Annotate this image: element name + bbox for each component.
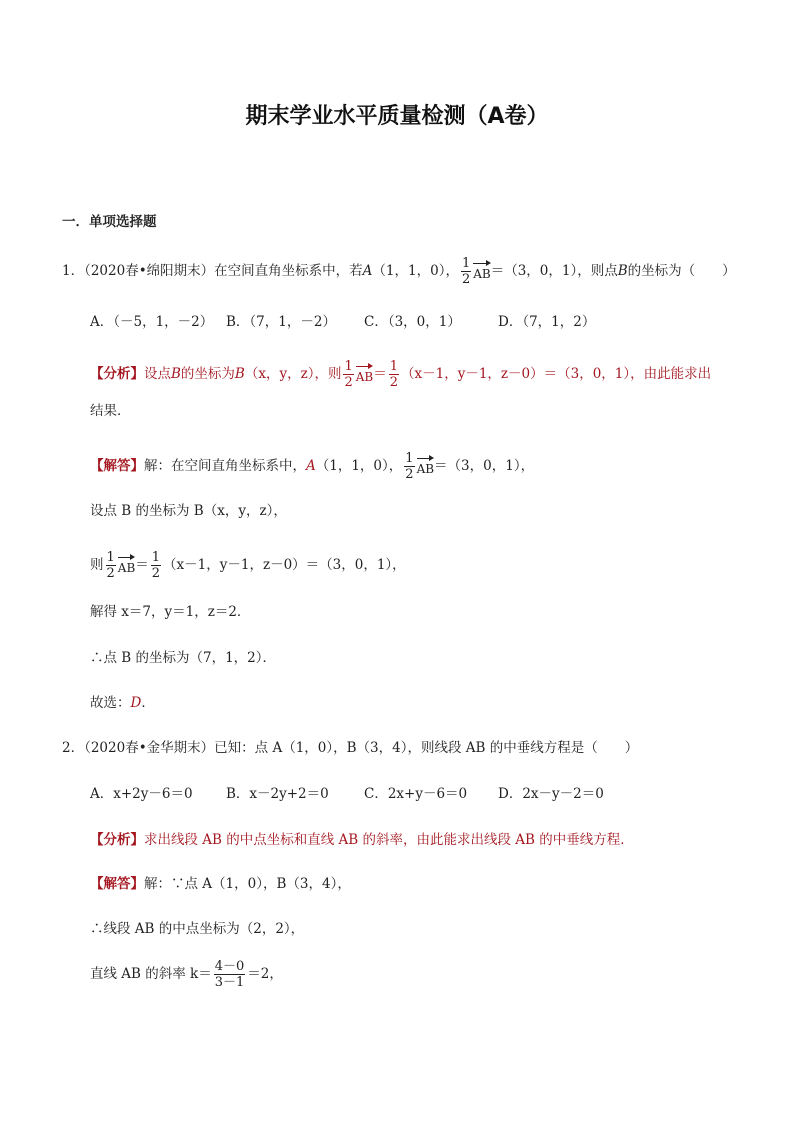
q2-slope-fraction: $\frac{4-0}{3-1}$ bbox=[214, 959, 245, 990]
q1-analysis-b2: B bbox=[234, 366, 245, 382]
q1-final-answer: D bbox=[130, 695, 142, 711]
q1-stem-a: 1．（2020春•绵阳期末）在空间直角坐标系中，若 bbox=[62, 263, 363, 279]
q1-analysis-text-a: 设点 bbox=[144, 366, 171, 382]
q1-line3-fraction: $\frac{1}{2}$ bbox=[106, 550, 115, 581]
analysis-tag: 【分析】 bbox=[90, 366, 144, 382]
answer-tag: 【解答】 bbox=[90, 458, 144, 474]
question-2-stem: 2．（2020春•金华期末）已知：点 A（1，0），B（3，4），则线段 AB 的中垂线方程是（ ） bbox=[62, 740, 639, 756]
q1-answer-line-5: ∴点 B 的坐标为（7，1，2）． bbox=[90, 650, 277, 666]
q1-answer-point-a: A bbox=[306, 458, 316, 474]
q1-point-a-label: A bbox=[362, 263, 373, 279]
q1-answer-fraction: $\frac{1}{2}$ bbox=[405, 451, 414, 482]
q1-line3-fraction-2: $\frac{1}{2}$ bbox=[151, 550, 161, 581]
q1-half-fraction: $\frac{1}{2}$ bbox=[461, 256, 471, 287]
q1-point-a-coords: （1，1，0）， bbox=[372, 263, 459, 279]
q1-analysis-b: B bbox=[171, 366, 181, 382]
question-1-stem bbox=[62, 257, 736, 286]
q1-point-b-label: B bbox=[617, 263, 628, 279]
q1-line3-mid: ＝ bbox=[135, 557, 149, 573]
q2-option-d[interactable]: D．2x－y－2＝0 bbox=[498, 786, 604, 802]
q1-stem-c: 的坐标为（ ） bbox=[627, 263, 736, 279]
q1-option-d[interactable]: D．（7，1，2） bbox=[498, 314, 596, 330]
q2-answer-line-2: ∴线段 AB 的中点坐标为（2，2）， bbox=[90, 921, 305, 937]
q1-answer bbox=[90, 452, 534, 481]
q1-option-a[interactable]: A．（－5，1，－2） bbox=[90, 314, 214, 330]
q2-analysis-text: 求出线段 AB 的中点坐标和直线 AB 的斜率，由此能求出线段 AB 的中垂线方程． bbox=[144, 832, 634, 848]
analysis-tag: 【分析】 bbox=[90, 832, 144, 848]
q1-analysis-vector: AB bbox=[356, 364, 373, 384]
q1-analysis-text-e: （x－1，y－1，z－0）＝（3，0，1），由此能求出 bbox=[401, 366, 712, 382]
q1-answer-text-c: ＝（3，0，1）， bbox=[434, 458, 535, 474]
q1-answer-line-2: 设点 B 的坐标为 B（x，y，z）， bbox=[90, 503, 287, 519]
q1-analysis-text-c: （x，y，z），则 bbox=[244, 366, 342, 382]
q1-analysis-cont: 结果． bbox=[90, 403, 131, 419]
q1-vector-ab: AB bbox=[473, 261, 490, 281]
q1-answer-line-4: 解得 x＝7，y＝1，z＝2． bbox=[90, 604, 251, 620]
q1-line6-post: ． bbox=[141, 695, 155, 711]
q2-option-c[interactable]: C．2x+y－6＝0 bbox=[364, 786, 468, 802]
q1-option-b[interactable]: B．（7，1，－2） bbox=[226, 314, 336, 330]
q1-stem-b: ＝（3，0，1），则点 bbox=[490, 263, 618, 279]
q2-answer-line-3 bbox=[90, 960, 283, 989]
q2-option-a[interactable]: A．x+2y－6＝0 bbox=[90, 786, 193, 802]
q2-analysis bbox=[90, 832, 634, 848]
q1-answer-vector: AB bbox=[417, 456, 434, 476]
q1-option-c[interactable]: C．（3，0，1） bbox=[364, 314, 461, 330]
q1-analysis-fraction-2: $\frac{1}{2}$ bbox=[389, 359, 398, 390]
answer-tag: 【解答】 bbox=[90, 876, 144, 892]
q1-analysis-text-b: 的坐标为 bbox=[180, 366, 235, 382]
page-title: 期末学业水平质量检测（A卷） bbox=[245, 104, 549, 129]
q1-line3-post: （x－1，y－1，z－0）＝（3，0，1）， bbox=[163, 557, 406, 573]
question-2-options bbox=[90, 786, 604, 802]
q1-answer-line-6 bbox=[90, 695, 155, 711]
q1-answer-line-3 bbox=[90, 551, 406, 580]
q1-answer-text-b: （1，1，0）， bbox=[315, 458, 403, 474]
section-heading: 一．单项选择题 bbox=[62, 214, 157, 230]
q2-option-b[interactable]: B．x－2y+2＝0 bbox=[226, 786, 329, 802]
q2-line3-post: ＝2， bbox=[247, 966, 283, 982]
q1-analysis-fraction: $\frac{1}{2}$ bbox=[344, 359, 353, 390]
q2-answer-text: 解：∵点 A（1，0），B（3，4）， bbox=[144, 876, 351, 892]
q2-answer bbox=[90, 876, 351, 892]
question-1-options bbox=[90, 314, 595, 330]
q1-answer-text-a: 解：在空间直角坐标系中， bbox=[144, 458, 306, 474]
q1-line6-pre: 故选： bbox=[90, 695, 131, 711]
q1-analysis bbox=[90, 360, 711, 389]
q1-analysis-text-d: ＝ bbox=[373, 366, 387, 382]
q2-line3-pre: 直线 AB 的斜率 k＝ bbox=[90, 966, 212, 982]
q1-line3-pre: 则 bbox=[90, 557, 104, 573]
q1-line3-vector: AB bbox=[118, 555, 135, 575]
